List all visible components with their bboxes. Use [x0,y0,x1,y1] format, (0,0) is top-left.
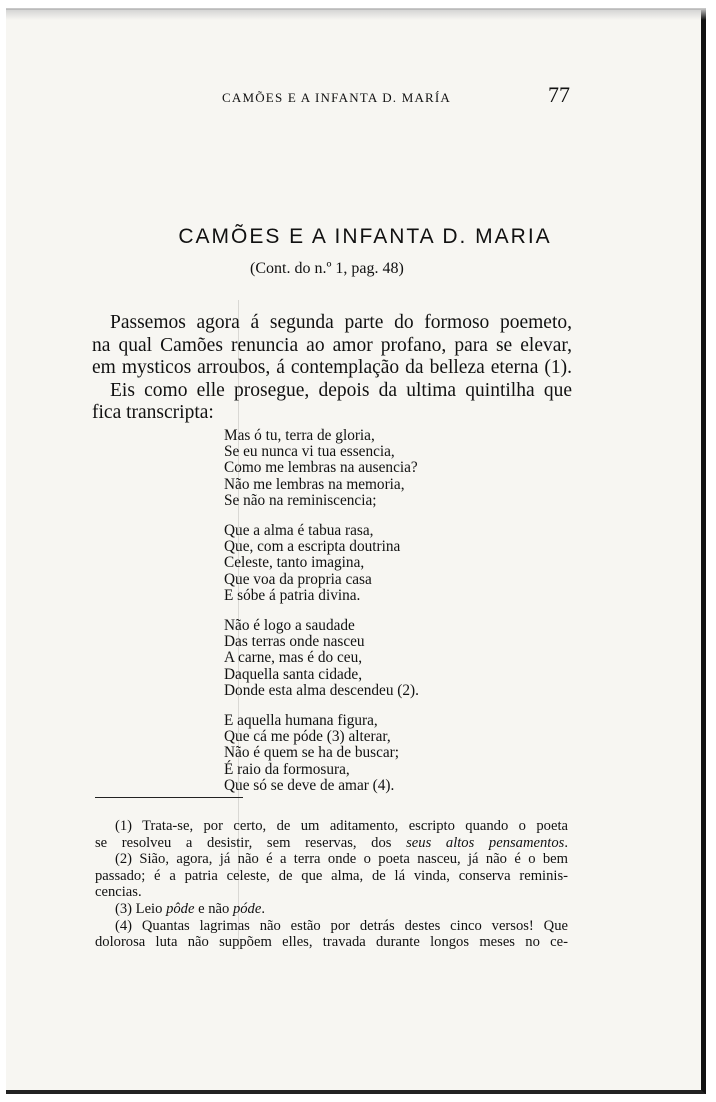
text-line: Passemos agora á segunda parte do formoso poemeto, [110,312,572,333]
text-line: Eis como elle prosegue, depois da ultima quintilha que [110,379,572,401]
footnote-line: (4) Quantas lagrimas não estão por detrás destes cinco versos! Que [115,917,568,934]
footnote-2 [95,851,568,901]
footnote-line: cencias. [95,884,142,901]
verse-line: Como me lembras na ausencia? [224,459,418,477]
verse-line: Donde esta alma descendeu (2). [224,681,419,699]
verse-line: Celeste, tanto imagina, [224,554,365,572]
continuation-note: (Cont. do n.º 1, pag. 48) [250,260,404,277]
footnote-3: (3) Leio pôde e não póde. [115,900,265,917]
verse-line: Que, com a escripta doutrina [224,538,401,556]
verse-line: É raio da formosura, [224,760,350,778]
text-line: na qual Camões renuncia ao amor profano, para se elevar, [92,334,572,356]
verse-line: A carne, mas é do ceu, [224,649,363,667]
footnote-1 [95,818,568,851]
footnote-line: (1) Trata-se, por certo, de um aditamento, escripto quando o poeta [115,818,568,834]
footnote-line: (2) Sião, agora, já não é a terra onde o poeta nasceu, já não é o bem [115,851,568,868]
stanza-1 [224,428,419,509]
verse-line: Se eu nunca vi tua essencia, [224,443,395,461]
verse-line: Daquella santa cidade, [224,665,363,683]
text-line: em mysticos arroubos, á contemplação da belleza eterna (1). [92,357,572,378]
footnote-rule [95,797,243,798]
verse-line: Que voa da propria casa [224,570,372,588]
stanza-3 [224,618,419,699]
body-text [92,312,572,425]
footnote-line: passado; é a patria celeste, de que alma, de lá vinda, conserva reminis- [95,867,568,884]
text-line: fica transcripta: [92,402,214,423]
page-top-shadow [6,8,706,20]
verse-line: Não é quem se ha de buscar; [224,744,399,762]
stanza-4 [224,713,419,794]
paragraph-1 [92,312,572,380]
poem [224,428,419,808]
verse-line: Não é logo a saudade [224,617,355,635]
verse-line: Das terras onde nasceu [224,633,365,651]
stanza-2 [224,523,419,604]
verse-line: Que cá me póde (3) alterar, [224,728,391,746]
verse-line: E sóbe á patria divina. [224,586,361,604]
footnote-line: dolorosa luta não suppõem elles, travada durante longos meses no ce- [95,934,568,951]
footnotes [95,818,568,951]
verse-line: Não me lembras na memoria, [224,475,405,493]
footnote-line: se resolveu a desistir, sem reservas, dos seus altos pensamentos. [95,834,568,851]
article-title: CAMÕES E A INFANTA D. MARIA [178,225,552,248]
verse-line: Mas ó tu, terra de gloria, [224,427,375,444]
paragraph-2 [92,380,572,425]
verse-line: Que só se deve de amar (4). [224,776,395,794]
verse-line: E aquella humana figura, [224,712,378,730]
page-number: 77 [548,82,570,107]
verse-line: Se não na reminiscencia; [224,491,377,509]
footnote-4 [95,918,568,951]
running-title: CAMÕES E A INFANTA D. MARÍA [222,90,452,105]
verse-line: Que a alma é tabua rasa, [224,522,374,540]
